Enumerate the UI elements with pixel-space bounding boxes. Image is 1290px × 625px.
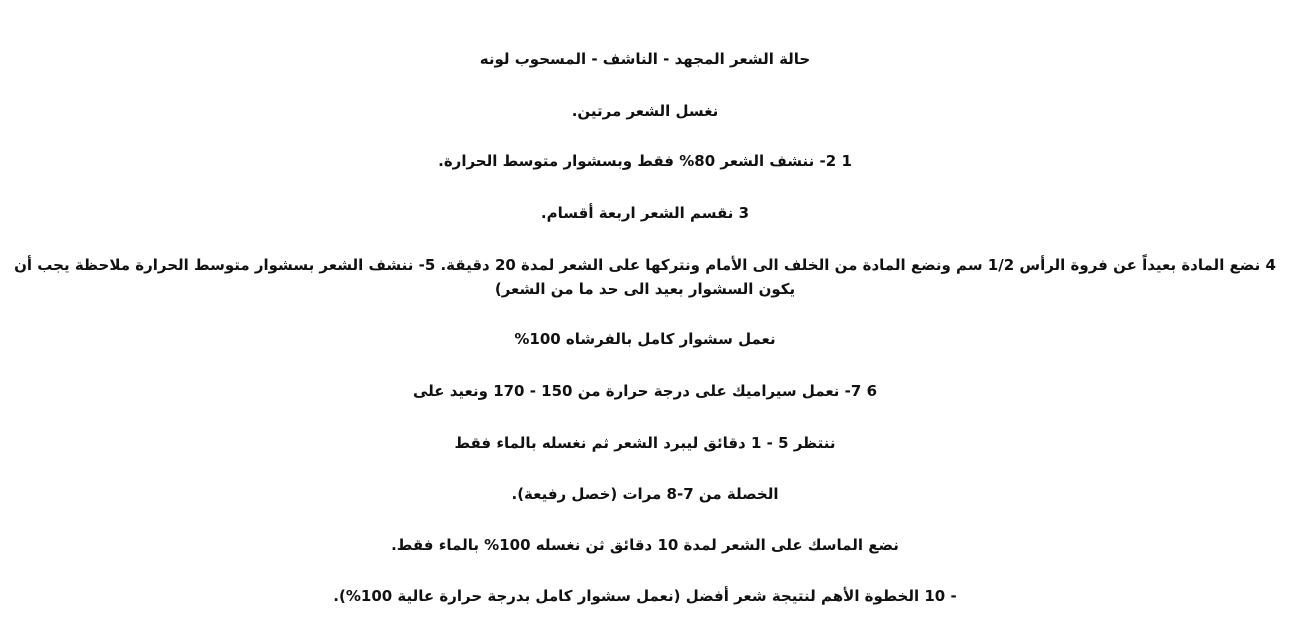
instruction-line: - 10 الخطوة الأهم لنتيجة شعر أفضل (نعمل سشوار كامل بدرجة حرارة عالية 100%). [333,587,957,605]
document-heading: حالة الشعر المجهد - الناشف - المسحوب لونه [479,50,811,68]
instruction-line: 1 2- ننشف الشعر 80% فقط وبسشوار متوسط الحرارة. [438,152,852,170]
instruction-line: 3 نقسم الشعر اربعة أقسام. [540,204,750,222]
instruction-line: الخصلة من 7-8 مرات (خصل رفيعة). [511,485,779,503]
instruction-line: ننتظر 5 - 1 دقائق ليبرد الشعر ثم نغسله بالماء فقط [454,434,836,452]
instruction-line: 6 7- نعمل سيراميك على درجة حرارة من 150 - 170 ونعيد على [412,382,877,400]
instruction-line: نضع الماسك على الشعر لمدة 10 دقائق ثن نغسله 100% بالماء فقط. [391,536,899,554]
instruction-line: نغسل الشعر مرتين. [571,102,719,120]
instruction-paragraph: 4 نضع المادة بعيداً عن فروة الرأس 1/2 سم ونضع المادة من الخلف الى الأمام ونتركها على الشعر لمدة 20 دقيقة. 5- ننشف الشعر بسشوار متوسط الحرارة ملاحظة يجب أن يكون السشوار بعيد الى حد ما من الشعر) [14,256,1276,298]
instruction-line: نعمل سشوار كامل بالفرشاه 100% [514,330,776,348]
